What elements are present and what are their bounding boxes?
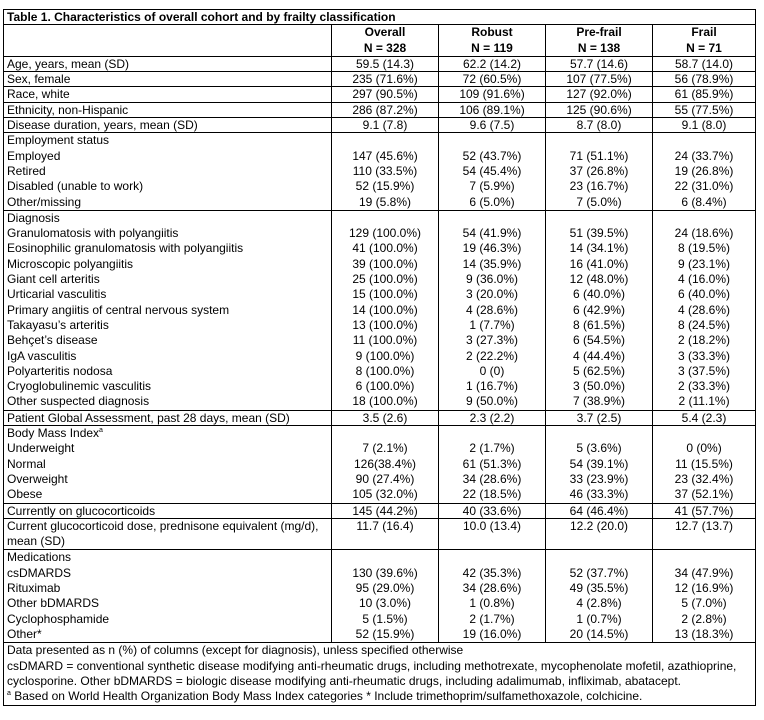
cell-robust: 62.2 (14.2)	[439, 56, 546, 71]
cell-value: 3 (33.3%)	[678, 348, 731, 363]
cell-frail: 41 (57.7%)	[653, 503, 756, 518]
bmi-prefrail	[546, 426, 653, 503]
cell-value: 18 (100.0%)	[352, 394, 418, 409]
cell-value: 129 (100.0%)	[348, 226, 422, 241]
diagnosis-labels	[4, 210, 332, 410]
cell-value: 4 (44.4%)	[572, 348, 626, 363]
dose-label-line1: Current glucocorticoid dose, prednisone equivalent (mg/d),	[7, 518, 319, 533]
cell-value: 25 (100.0%)	[352, 272, 418, 287]
row-label: Primary angiitis of central nervous system	[7, 302, 230, 317]
group-diagnosis	[4, 210, 756, 410]
cell-overall: 235 (71.6%)	[332, 72, 439, 87]
cell-value: 6 (8.4%)	[681, 194, 727, 209]
row-label: Employed	[7, 148, 61, 163]
cell-value: 19 (5.8%)	[358, 194, 412, 209]
cell-value: 8 (19.5%)	[678, 241, 731, 256]
row-dose	[4, 518, 756, 550]
cell-value: 34 (28.6%)	[462, 580, 522, 595]
employment-frail	[653, 133, 756, 210]
cell-value: 6 (5.0%)	[469, 194, 515, 209]
cell-frail: 61 (85.9%)	[653, 87, 756, 102]
cell-value: 8 (24.5%)	[678, 317, 731, 332]
group-heading	[7, 426, 328, 441]
header-row	[4, 25, 756, 57]
cell-value: 23 (32.4%)	[674, 471, 734, 486]
cell-overall: 59.5 (14.3)	[332, 56, 439, 71]
characteristics-table	[3, 9, 756, 706]
cell-robust: 72 (60.5%)	[439, 72, 546, 87]
row-label: Patient Global Assessment, past 28 days, mean (SD)	[4, 410, 332, 425]
row-label: Urticarial vasculitis	[7, 287, 107, 302]
cell-value: 5 (7.0%)	[681, 596, 727, 611]
cell-value: 2 (1.7%)	[469, 441, 515, 456]
header-overall	[332, 25, 439, 57]
cell-frail: 58.7 (14.0)	[653, 56, 756, 71]
employment-overall	[332, 133, 439, 210]
cell-value: 8 (61.5%)	[572, 317, 626, 332]
row-label: Cyclophosphamide	[7, 611, 110, 626]
row-label: Normal	[7, 456, 46, 471]
row-ethnicity	[4, 102, 756, 117]
row-label: IgA vasculitis	[7, 348, 77, 363]
cell-value: 7 (2.1%)	[362, 441, 408, 456]
row-label: Underweight	[7, 441, 75, 456]
cell-prefrail: 57.7 (14.6)	[546, 56, 653, 71]
cell-value: 4 (2.8%)	[576, 596, 622, 611]
medications-overall	[332, 550, 439, 643]
employment-robust	[439, 133, 546, 210]
row-label: Microscopic polyangiitis	[7, 256, 134, 271]
bmi-labels	[4, 426, 332, 503]
cell-prefrail: 64 (46.4%)	[546, 503, 653, 518]
row-label: Polyarteritis nodosa	[7, 363, 113, 378]
bmi-heading-text: Body Mass Index	[7, 426, 100, 441]
cell-value: 6 (54.5%)	[572, 333, 626, 348]
cell-value: 54 (41.9%)	[462, 226, 522, 241]
cell-value: 51 (39.5%)	[569, 226, 629, 241]
dose-label-line2: mean (SD)	[7, 534, 66, 549]
cell-value: 39 (100.0%)	[352, 256, 418, 271]
table-caption: Table 1. Characteristics of overall cohort and by frailty classification	[4, 10, 756, 25]
cell-overall: 9.1 (7.8)	[332, 118, 439, 133]
cell-value: 9 (50.0%)	[465, 394, 519, 409]
header-overall-name: Overall	[364, 25, 406, 40]
footnote-line	[7, 689, 752, 704]
cell-value: 13 (100.0%)	[352, 317, 418, 332]
cell-robust: 10.0 (13.4)	[439, 518, 546, 550]
cell-value: 1 (16.7%)	[465, 379, 519, 394]
cell-frail: 5.4 (2.3)	[653, 410, 756, 425]
cell-value: 0 (0)	[479, 363, 505, 378]
cell-prefrail: 8.7 (8.0)	[546, 118, 653, 133]
header-prefrail-n: N = 138	[577, 40, 621, 55]
cell-value: 5 (1.5%)	[362, 611, 408, 626]
cell-value: 11 (100.0%)	[352, 333, 418, 348]
row-label: Behçet’s disease	[7, 333, 98, 348]
diagnosis-overall	[332, 210, 439, 410]
row-label: csDMARDS	[7, 565, 72, 580]
cell-value: 3 (20.0%)	[465, 287, 519, 302]
table-container	[3, 9, 755, 706]
cell-value: 41 (100.0%)	[352, 241, 418, 256]
cell-overall: 11.7 (16.4)	[332, 518, 439, 550]
cell-value: 90 (27.4%)	[355, 471, 415, 486]
cell-value: 7 (38.9%)	[572, 394, 626, 409]
cell-prefrail: 3.7 (2.5)	[546, 410, 653, 425]
cell-robust: 9.6 (7.5)	[439, 118, 546, 133]
cell-prefrail: 125 (90.6%)	[546, 102, 653, 117]
cell-frail: 56 (78.9%)	[653, 72, 756, 87]
cell-value: 14 (35.9%)	[462, 256, 522, 271]
employment-prefrail	[546, 133, 653, 210]
cell-value: 19 (16.0%)	[462, 626, 522, 641]
cell-value: 7 (5.0%)	[576, 194, 622, 209]
cell-robust: 106 (89.1%)	[439, 102, 546, 117]
cell-value: 22 (18.5%)	[462, 487, 522, 502]
cell-value: 3 (27.3%)	[465, 333, 519, 348]
notes-row	[4, 643, 756, 706]
header-robust-name: Robust	[471, 25, 513, 40]
cell-value: 6 (40.0%)	[572, 287, 626, 302]
cell-value: 130 (39.6%)	[352, 565, 418, 580]
cell-value: 5 (62.5%)	[572, 363, 626, 378]
cell-value: 6 (40.0%)	[678, 287, 731, 302]
cell-value: 33 (23.9%)	[569, 471, 629, 486]
row-label: Other suspected diagnosis	[7, 394, 150, 409]
cell-prefrail: 12.2 (20.0)	[546, 518, 653, 550]
cell-value: 4 (16.0%)	[678, 272, 731, 287]
row-label: Giant cell arteritis	[7, 272, 100, 287]
row-label: Other*	[7, 626, 42, 641]
cell-value: 61 (51.3%)	[462, 456, 522, 471]
cell-value: 12 (48.0%)	[569, 272, 629, 287]
table-footnotes	[4, 643, 756, 706]
footnote-line: csDMARD = conventional synthetic disease modifying anti-rheumatic drugs, including methotrexate, mycophenolate mofetil, azathioprine,	[7, 658, 737, 673]
cell-value: 110 (33.5%)	[352, 163, 418, 178]
cell-robust: 40 (33.6%)	[439, 503, 546, 518]
cell-value: 3 (50.0%)	[572, 379, 626, 394]
cell-value: 12 (16.9%)	[674, 580, 734, 595]
cell-overall: 145 (44.2%)	[332, 503, 439, 518]
cell-value: 2 (18.2%)	[678, 333, 731, 348]
footnote-text: Based on World Health Organization Body Mass Index categories * Include trimethoprim/sulfamethoxazole, colchicine.	[10, 689, 643, 704]
cell-value: 9 (100.0%)	[355, 348, 415, 363]
cell-value: 22 (31.0%)	[674, 179, 734, 194]
cell-value: 37 (52.1%)	[674, 487, 734, 502]
cell-value: 13 (18.3%)	[674, 626, 734, 641]
cell-value: 54 (39.1%)	[569, 456, 629, 471]
diagnosis-prefrail	[546, 210, 653, 410]
header-frail	[653, 25, 756, 57]
bmi-frail	[653, 426, 756, 503]
bmi-robust	[439, 426, 546, 503]
row-sex	[4, 72, 756, 87]
row-pga	[4, 410, 756, 425]
group-bmi	[4, 426, 756, 503]
cell-value: 2 (2.8%)	[681, 611, 727, 626]
row-label: Age, years, mean (SD)	[4, 56, 332, 71]
employment-labels	[4, 133, 332, 210]
medications-prefrail	[546, 550, 653, 643]
row-label: Obese	[7, 487, 43, 502]
bmi-footnote-mark: a	[99, 427, 103, 435]
cell-overall: 297 (90.5%)	[332, 87, 439, 102]
cell-prefrail: 107 (77.5%)	[546, 72, 653, 87]
cell-value: 95 (29.0%)	[355, 580, 415, 595]
cell-value: 1 (0.8%)	[469, 596, 515, 611]
cell-value: 10 (3.0%)	[358, 596, 412, 611]
cell-value: 11 (15.5%)	[675, 456, 733, 471]
cell-value: 7 (5.9%)	[469, 179, 515, 194]
row-label: Granulomatosis with polyangiitis	[7, 226, 179, 241]
cell-value: 19 (46.3%)	[462, 241, 522, 256]
row-label: Sex, female	[4, 72, 332, 87]
group-heading: Diagnosis	[7, 210, 60, 225]
row-label: Disabled (unable to work)	[7, 179, 144, 194]
cell-value: 34 (28.6%)	[462, 471, 522, 486]
bmi-overall	[332, 426, 439, 503]
group-employment	[4, 133, 756, 210]
footnote-line: cyclosporine. Other bDMARDS = biologic disease modifying anti-rheumatic drugs, including adalimumab, infliximab, abatacept.	[7, 673, 681, 688]
cell-value: 1 (7.7%)	[469, 317, 515, 332]
row-label: Rituximab	[7, 580, 61, 595]
caption-row	[4, 10, 756, 25]
cell-value: 46 (33.3%)	[569, 487, 629, 502]
row-label: Other bDMARDS	[7, 596, 100, 611]
cell-value: 16 (41.0%)	[569, 256, 629, 271]
header-blank-cell	[4, 25, 332, 57]
row-race	[4, 87, 756, 102]
cell-value: 0 (0%)	[686, 441, 722, 456]
cell-overall: 3.5 (2.6)	[332, 410, 439, 425]
row-label: Cryoglobulinemic vasculitis	[7, 379, 152, 394]
cell-value: 8 (100.0%)	[355, 363, 415, 378]
row-label: Other/missing	[7, 194, 82, 209]
cell-value: 14 (34.1%)	[569, 241, 629, 256]
header-prefrail-name: Pre-frail	[576, 25, 622, 40]
cell-robust: 109 (91.6%)	[439, 87, 546, 102]
diagnosis-frail	[653, 210, 756, 410]
row-label: Takayasu’s arteritis	[7, 317, 109, 332]
group-heading: Medications	[7, 550, 72, 565]
row-label: Ethnicity, non-Hispanic	[4, 102, 332, 117]
cell-value: 147 (45.6%)	[352, 148, 418, 163]
cell-value: 14 (100.0%)	[352, 302, 418, 317]
row-label: Currently on glucocorticoids	[4, 503, 332, 518]
medications-labels	[4, 550, 332, 643]
row-label: Race, white	[4, 87, 332, 102]
cell-value: 24 (18.6%)	[674, 226, 734, 241]
group-heading: Employment status	[7, 133, 110, 148]
cell-value: 9 (36.0%)	[465, 272, 519, 287]
cell-value: 54 (45.4%)	[462, 163, 522, 178]
row-glucocorticoids	[4, 503, 756, 518]
cell-value: 52 (15.9%)	[355, 626, 415, 641]
medications-frail	[653, 550, 756, 643]
cell-value: 52 (15.9%)	[355, 179, 415, 194]
cell-value: 52 (43.7%)	[462, 148, 522, 163]
footnote-line: Data presented as n (%) of columns (except for diagnosis), unless specified otherwise	[7, 643, 464, 658]
cell-value: 49 (35.5%)	[569, 580, 629, 595]
cell-value: 2 (11.1%)	[678, 394, 730, 409]
cell-value: 6 (100.0%)	[355, 379, 415, 394]
diagnosis-robust	[439, 210, 546, 410]
header-robust	[439, 25, 546, 57]
header-overall-n: N = 328	[363, 40, 407, 55]
cell-value: 20 (14.5%)	[569, 626, 629, 641]
cell-frail: 55 (77.5%)	[653, 102, 756, 117]
cell-overall: 286 (87.2%)	[332, 102, 439, 117]
cell-frail: 12.7 (13.7)	[653, 518, 756, 550]
cell-value: 52 (37.7%)	[569, 565, 629, 580]
cell-value: 37 (26.8%)	[569, 163, 629, 178]
cell-value: 4 (28.6%)	[465, 302, 519, 317]
cell-frail: 9.1 (8.0)	[653, 118, 756, 133]
cell-value: 105 (32.0%)	[352, 487, 418, 502]
cell-value: 6 (42.9%)	[572, 302, 626, 317]
header-prefrail	[546, 25, 653, 57]
cell-value: 2 (22.2%)	[465, 348, 519, 363]
cell-value: 2 (1.7%)	[469, 611, 515, 626]
dose-label	[4, 518, 332, 550]
header-robust-n: N = 119	[471, 40, 513, 55]
cell-value: 126(38.4%)	[353, 456, 417, 471]
row-duration	[4, 118, 756, 133]
cell-value: 42 (35.3%)	[462, 565, 522, 580]
row-label: Overweight	[7, 471, 68, 486]
header-frail-name: Frail	[691, 25, 717, 40]
cell-value: 71 (51.1%)	[569, 148, 629, 163]
cell-prefrail: 127 (92.0%)	[546, 87, 653, 102]
cell-value: 9 (23.1%)	[678, 256, 731, 271]
cell-value: 2 (33.3%)	[678, 379, 731, 394]
cell-value: 1 (0.7%)	[576, 611, 622, 626]
cell-value: 34 (47.9%)	[674, 565, 734, 580]
header-frail-n: N = 71	[686, 40, 722, 55]
cell-value: 19 (26.8%)	[674, 163, 734, 178]
footnote-mark: a	[7, 690, 11, 698]
group-medications	[4, 550, 756, 643]
cell-value: 15 (100.0%)	[352, 287, 418, 302]
row-label: Retired	[7, 163, 46, 178]
cell-value: 5 (3.6%)	[576, 441, 622, 456]
cell-value: 3 (37.5%)	[678, 363, 731, 378]
row-label: Eosinophilic granulomatosis with polyangiitis	[7, 241, 244, 256]
cell-value: 24 (33.7%)	[674, 148, 734, 163]
medications-robust	[439, 550, 546, 643]
row-age	[4, 56, 756, 71]
cell-value: 23 (16.7%)	[569, 179, 629, 194]
row-label: Disease duration, years, mean (SD)	[4, 118, 332, 133]
cell-value: 4 (28.6%)	[678, 302, 731, 317]
cell-robust: 2.3 (2.2)	[439, 410, 546, 425]
